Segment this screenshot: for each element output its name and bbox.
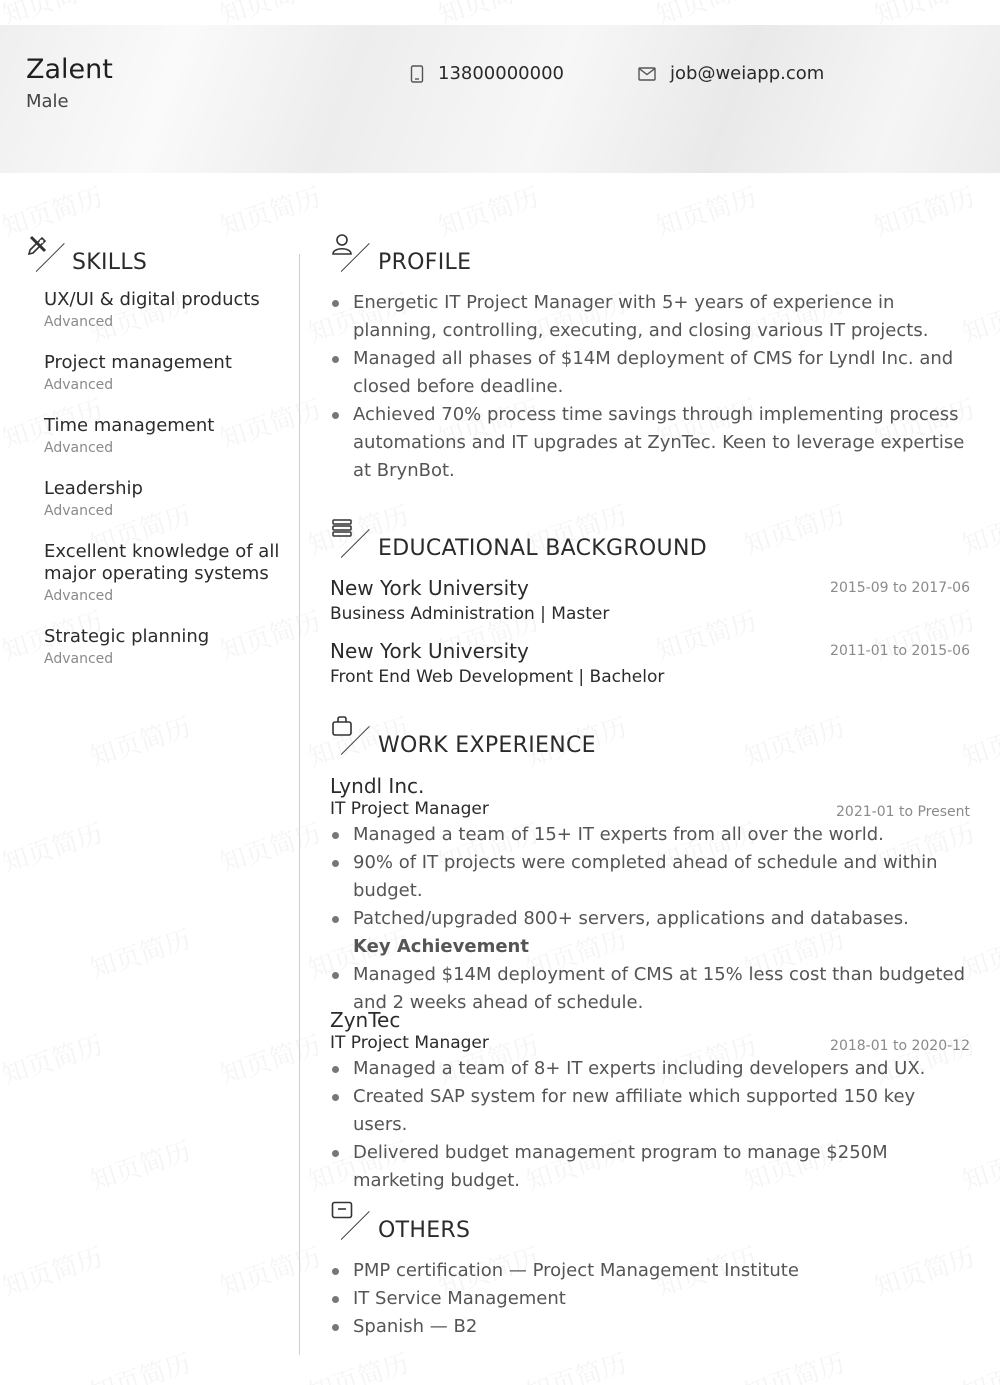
watermark-text: [215, 1025, 325, 1092]
company-name: ZynTec: [330, 1008, 401, 1032]
list-item: Delivered budget management program to manage $250M marketing budget.: [330, 1139, 970, 1195]
watermark-text: [85, 1343, 195, 1385]
phone-number: 13800000000: [438, 63, 564, 84]
skill-level: Advanced: [44, 440, 114, 456]
list-item: Spanish — B2: [330, 1313, 970, 1341]
briefcase-icon: [331, 716, 353, 736]
list-item: Energetic IT Project Manager with 5+ years of experience in planning, controlling, executing, and closing various IT projects.: [330, 289, 970, 345]
books-icon: [331, 519, 353, 537]
watermark-text: [651, 601, 761, 668]
email-contact[interactable]: [638, 63, 824, 84]
watermark-text: [303, 1343, 413, 1385]
education-detail: Front End Web Development | Bachelor: [330, 667, 665, 687]
resume-header: [0, 25, 1000, 173]
watermark-text: [0, 1025, 107, 1092]
work-title: WORK EXPERIENCE: [378, 733, 596, 758]
watermark-text: [215, 813, 325, 880]
skill-level: Advanced: [44, 588, 114, 604]
profile-list: [330, 289, 970, 485]
job-date: 2021-01 to Present: [836, 804, 970, 820]
watermark-text: [215, 177, 325, 244]
watermark-text: [957, 495, 1000, 562]
skill-name: Leadership: [44, 478, 143, 499]
candidate-gender: Male: [26, 91, 69, 112]
job-bullets: [330, 1055, 970, 1195]
list-item: Managed a team of 8+ IT experts including developers and UX.: [330, 1055, 970, 1083]
skill-level: Advanced: [44, 314, 114, 330]
watermark-text: [85, 919, 195, 986]
skill-item: [44, 626, 284, 667]
watermark-text: [521, 1343, 631, 1385]
list-item: IT Service Management: [330, 1285, 970, 1313]
watermark-text: [433, 177, 543, 244]
skill-item: [44, 541, 284, 604]
watermark-text: [739, 495, 849, 562]
phone-contact[interactable]: [410, 63, 564, 84]
list-item: Managed a team of 15+ IT experts from all over the world.: [330, 821, 970, 849]
list-item: Achieved 70% process time savings through implementing process automations and IT upgrades at ZynTec. Keen to leverage expertise at BrynBot.: [330, 401, 970, 485]
list-item: 90% of IT projects were completed ahead of schedule and within budget.: [330, 849, 970, 905]
skill-level: Advanced: [44, 651, 114, 667]
watermark-text: [869, 177, 979, 244]
skill-level: Advanced: [44, 377, 114, 393]
watermark-text: [85, 707, 195, 774]
skill-item: [44, 352, 284, 393]
job-date: 2018-01 to 2020-12: [830, 1038, 970, 1054]
skill-name: Excellent knowledge of all major operating systems: [44, 541, 280, 584]
watermark-text: [215, 1237, 325, 1304]
skill-level: Advanced: [44, 503, 114, 519]
education-school: New York University: [330, 639, 529, 663]
candidate-name: Zalent: [26, 54, 113, 85]
education-school: New York University: [330, 576, 529, 600]
skill-item: [44, 478, 284, 519]
skill-name: Time management: [44, 415, 215, 436]
watermark-text: [0, 1237, 107, 1304]
email-address: job@weiapp.com: [670, 63, 825, 84]
education-detail: Business Administration | Master: [330, 604, 610, 624]
skill-name: Strategic planning: [44, 626, 210, 647]
watermark-text: [85, 1131, 195, 1198]
list-item: PMP certification — Project Management Institute: [330, 1257, 970, 1285]
others-title: OTHERS: [378, 1218, 471, 1243]
skill-name: UX/UI & digital products: [44, 289, 260, 310]
skills-title: SKILLS: [72, 250, 148, 275]
column-divider: [299, 254, 300, 1355]
phone-icon: [410, 65, 424, 83]
list-item: Created SAP system for new affiliate which supported 150 key users.: [330, 1083, 970, 1139]
watermark-text: [957, 707, 1000, 774]
watermark-text: [651, 177, 761, 244]
list-item: Patched/upgraded 800+ servers, applications and databases.: [330, 905, 970, 933]
job-role: IT Project Manager: [330, 1033, 489, 1053]
list-item: Managed all phases of $14M deployment of CMS for Lyndl Inc. and closed before deadline.: [330, 345, 970, 401]
job-role: IT Project Manager: [330, 799, 489, 819]
user-icon: [331, 233, 353, 255]
watermark-text: [0, 813, 107, 880]
skill-item: [44, 415, 284, 456]
company-name: Lyndl Inc.: [330, 774, 425, 798]
skill-item: [44, 289, 284, 330]
mail-icon: [638, 67, 656, 81]
skill-name: Project management: [44, 352, 232, 373]
education-title: EDUCATIONAL BACKGROUND: [378, 536, 707, 561]
education-date: 2015-09 to 2017-06: [830, 580, 970, 596]
list-item: Managed $14M deployment of CMS at 15% less cost than budgeted and 2 weeks ahead of schedule.: [330, 961, 970, 1017]
key-achievement-label: Key Achievement: [353, 936, 529, 957]
watermark-text: [739, 707, 849, 774]
watermark-text: [957, 1343, 1000, 1385]
watermark-text: [739, 1343, 849, 1385]
card-icon: [331, 1201, 353, 1219]
others-list: [330, 1257, 970, 1341]
pencil-ruler-icon: [27, 233, 49, 255]
watermark-text: [0, 177, 107, 244]
profile-title: PROFILE: [378, 250, 472, 275]
job-bullets: [330, 821, 970, 1017]
education-date: 2011-01 to 2015-06: [830, 643, 970, 659]
